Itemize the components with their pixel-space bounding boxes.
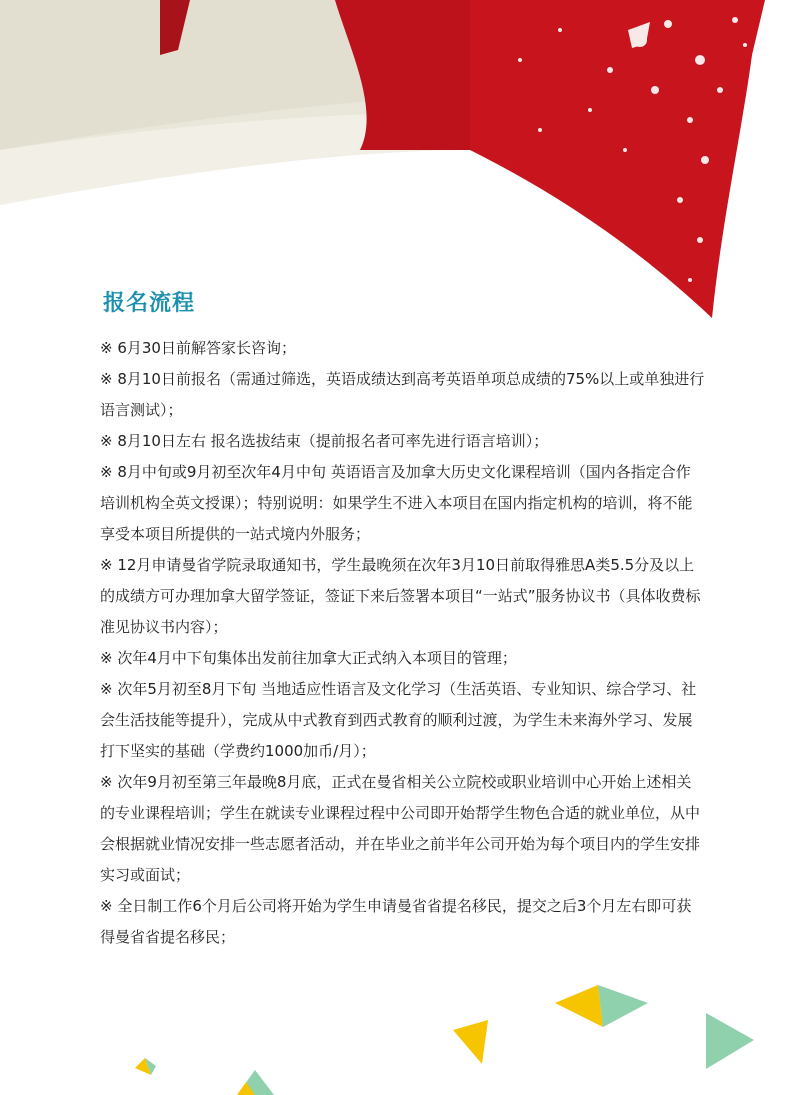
list-item: ※ 12月申请曼省学院录取通知书，学生最晚须在次年3月10日前取得雅思A类5.5分及以上的成绩方可办理加拿大留学签证，签证下来后签署本项目“一站式”服务协议书（具体收费标准见协议书内容）；: [100, 556, 701, 636]
header-banner-graphic: [0, 0, 800, 330]
list-item: ※ 次年5月初至8月下旬 当地适应性语言及文化学习（生活英语、专业知识、综合学习、社会生活技能等提升），完成从中式教育到西式教育的顺利过渡，为学生未来海外学习、发展打下坚实的基础（学费约1000加币/月）；: [100, 680, 697, 760]
list-item: ※ 次年4月中下旬集体出发前往加拿大正式纳入本项目的管理；: [100, 649, 517, 667]
list-item: ※ 8月10日左右 报名选拔结束（提前报名者可率先进行语言培训）；: [100, 432, 549, 450]
decorative-triangles: [0, 960, 800, 1095]
list-item: ※ 6月30日前解答家长咨询；: [100, 339, 296, 357]
list-item: ※ 8月10日前报名（需通过筛选，英语成绩达到高考英语单项总成绩的75%以上或单独进行语言测试）；: [100, 370, 705, 419]
list-item: ※ 8月中旬或9月初至次年4月中旬 英语语言及加拿大历史文化课程培训（国内各指定合作培训机构全英文授课）；特别说明：如果学生不进入本项目在国内指定机构的培训，将不能享受本项目所提供的一站式境内外服务；: [100, 463, 693, 543]
list-item: ※ 次年9月初至第三年最晚8月底，正式在曼省相关公立院校或职业培训中心开始上述相关的专业课程培训；学生在就读专业课程过程中公司即开始帮学生物色合适的就业单位，从中会根据就业情况安排一些志愿者活动，并在毕业之前半年公司开始为每个项目内的学生安排实习或面试；: [100, 773, 701, 884]
process-list: [100, 333, 705, 953]
section-title: 报名流程: [103, 291, 196, 316]
list-item: ※ 全日制工作6个月后公司将开始为学生申请曼省省提名移民，提交之后3个月左右即可获得曼省省提名移民；: [100, 897, 692, 946]
